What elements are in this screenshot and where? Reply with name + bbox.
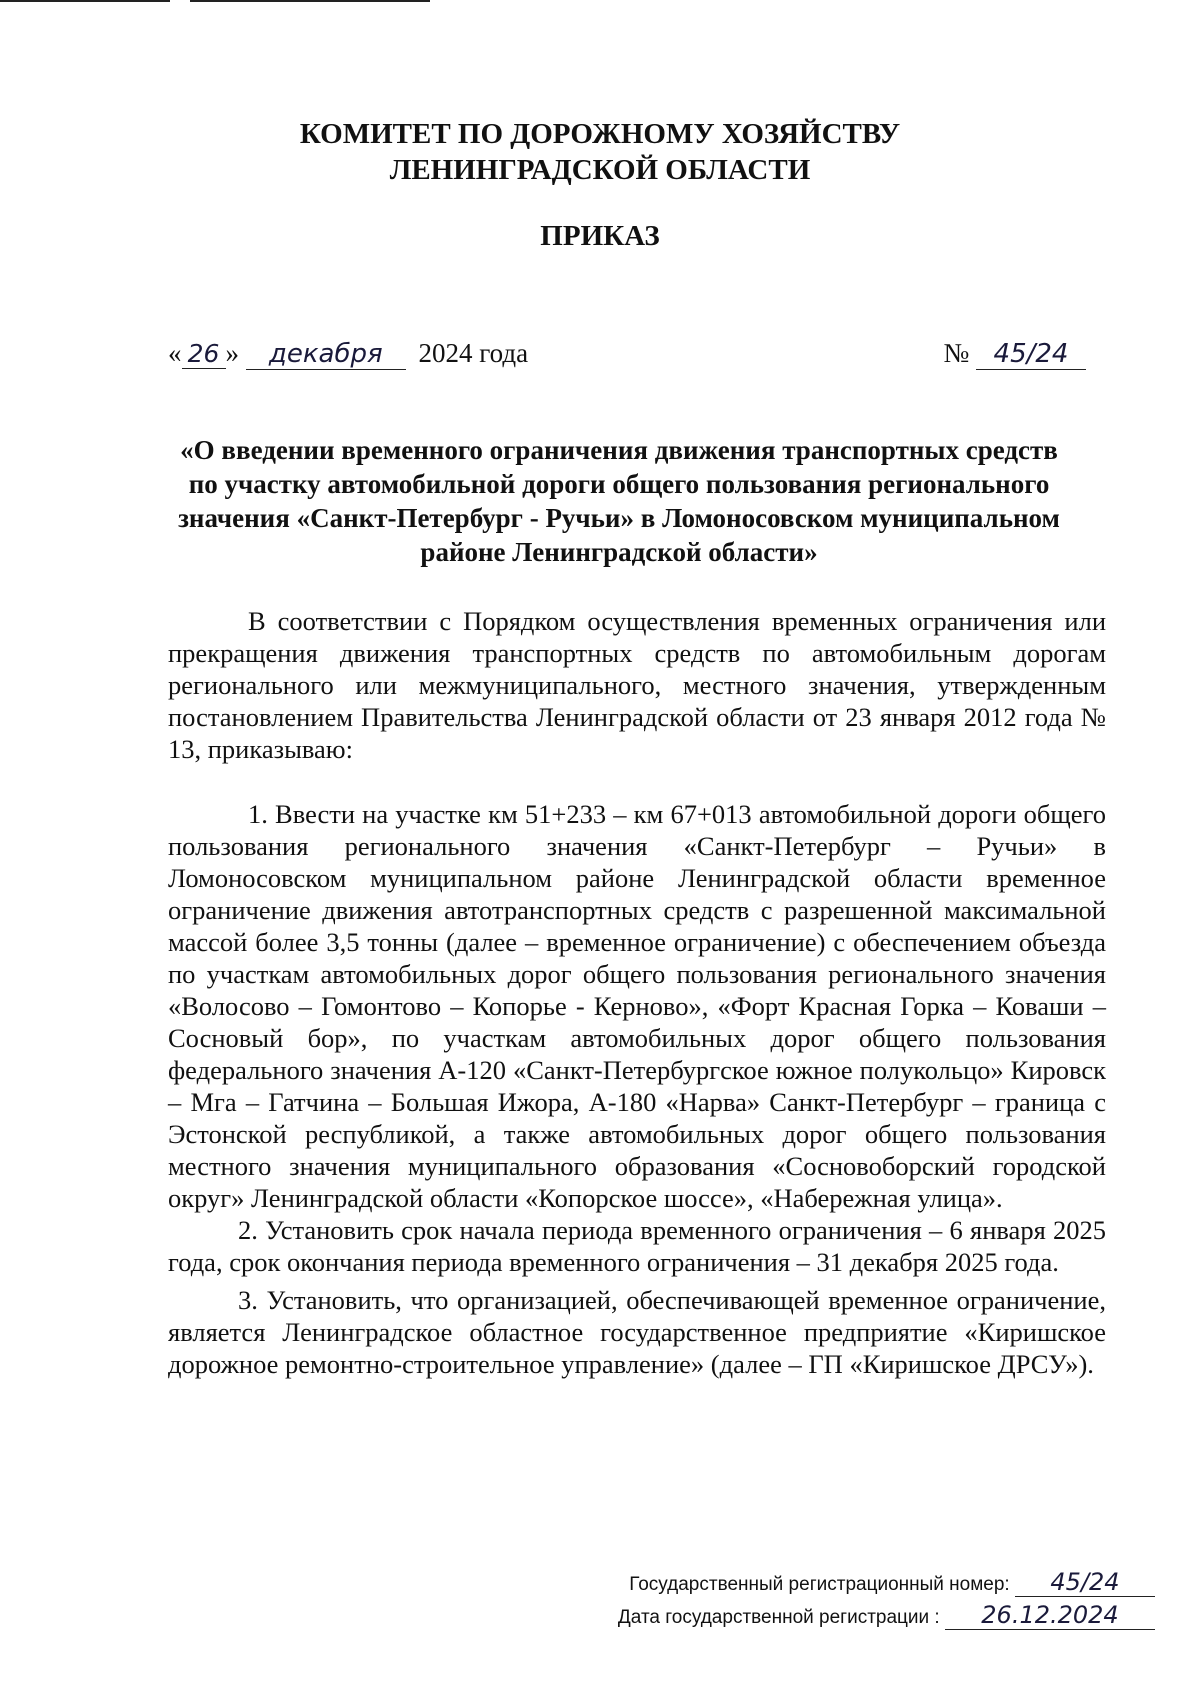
title-line: значения «Санкт-Петербург - Ручьи» в Ломоносовском муниципальном bbox=[178, 503, 1060, 533]
item-2-paragraph: 2. Установить срок начала периода временного ограничения – 6 января 2025 года, срок окончания периода временного ограничения – 31 декабря 2025 года. bbox=[168, 1215, 1106, 1277]
registration-date-value: 26.12.2024 bbox=[945, 1601, 1155, 1630]
org-name-line2: ЛЕНИНГРАДСКОЙ ОБЛАСТИ bbox=[389, 154, 811, 186]
handwritten-number: 45/24 bbox=[976, 339, 1086, 370]
order-body bbox=[168, 605, 1106, 1380]
handwritten-day: 26 bbox=[182, 339, 226, 369]
handwritten-month: декабря bbox=[246, 339, 406, 370]
date-quote-open: « bbox=[168, 338, 182, 368]
registration-number-label: Государственный регистрационный номер: bbox=[629, 1574, 1010, 1595]
org-name-line1: КОМИТЕТ ПО ДОРОЖНОМУ ХОЗЯЙСТВУ bbox=[299, 118, 901, 150]
doc-type-title: ПРИКАЗ bbox=[540, 220, 660, 252]
item-1-paragraph: 1. Ввести на участке км 51+233 – км 67+013 автомобильной дороги общего пользования регионального значения «Санкт-Петербург – Ручьи» в Ломоносовском муниципальном районе Ленинградской области временное ограничение движения автотранспортных средств с разрешенной максимальной массой более 3,5 тонны (далее – временное ограничение) с обеспечением объезда по участкам автомобильных дорог общего пользования регионального значения «Волосово – Гомонтово – Копорье - Керново», «Форт Красная Горка – Коваши – Сосновый бор», по участкам автомобильных дорог общего пользования федерального значения А-120 «Санкт-Петербургское южное полукольцо» Кировск – Мга – Гатчина – Большая Ижора, А-180 «Нарва» Санкт-Петербург – граница с Эстонской республикой, а также автомобильных дорог общего пользования местного значения муниципального образования «Сосновоборский городской округ» Ленинградской области «Копорское шоссе», «Набережная улица». bbox=[168, 799, 1106, 1213]
registration-number-value: 45/24 bbox=[1015, 1568, 1155, 1597]
order-title bbox=[150, 433, 1088, 569]
title-line: «О введении временного ограничения движения транспортных средств bbox=[180, 435, 1058, 465]
scan-edge-line bbox=[190, 0, 430, 2]
preamble-paragraph: В соответствии с Порядком осуществления временных ограничения или прекращения движения транспортных средств по автомобильным дорогам регионального или межмуниципального, местного значения, утвержденным постановлением Правительства Ленинградской области от 23 января 2012 года № 13, приказываю: bbox=[168, 606, 1106, 764]
registration-date-line bbox=[595, 1601, 1155, 1630]
date-year: 2024 года bbox=[418, 338, 529, 368]
registration-date-label: Дата государственной регистрации : bbox=[617, 1607, 940, 1628]
registration-number-line bbox=[595, 1568, 1155, 1597]
scan-edge-line bbox=[0, 0, 170, 2]
title-line: по участку автомобильной дороги общего пользования регионального bbox=[188, 469, 1050, 499]
item-3-paragraph: 3. Установить, что организацией, обеспечивающей временное ограничение, является Ленинградское областное государственное предприятие «Киришское дорожное ремонтно-строительное управление» (далее – ГП «Киришское ДРСУ»). bbox=[168, 1285, 1106, 1379]
date-quote-close: » bbox=[225, 338, 239, 368]
date-number-row bbox=[168, 338, 1106, 384]
number-label: № bbox=[943, 338, 970, 368]
title-line: районе Ленинградской области» bbox=[420, 537, 818, 567]
